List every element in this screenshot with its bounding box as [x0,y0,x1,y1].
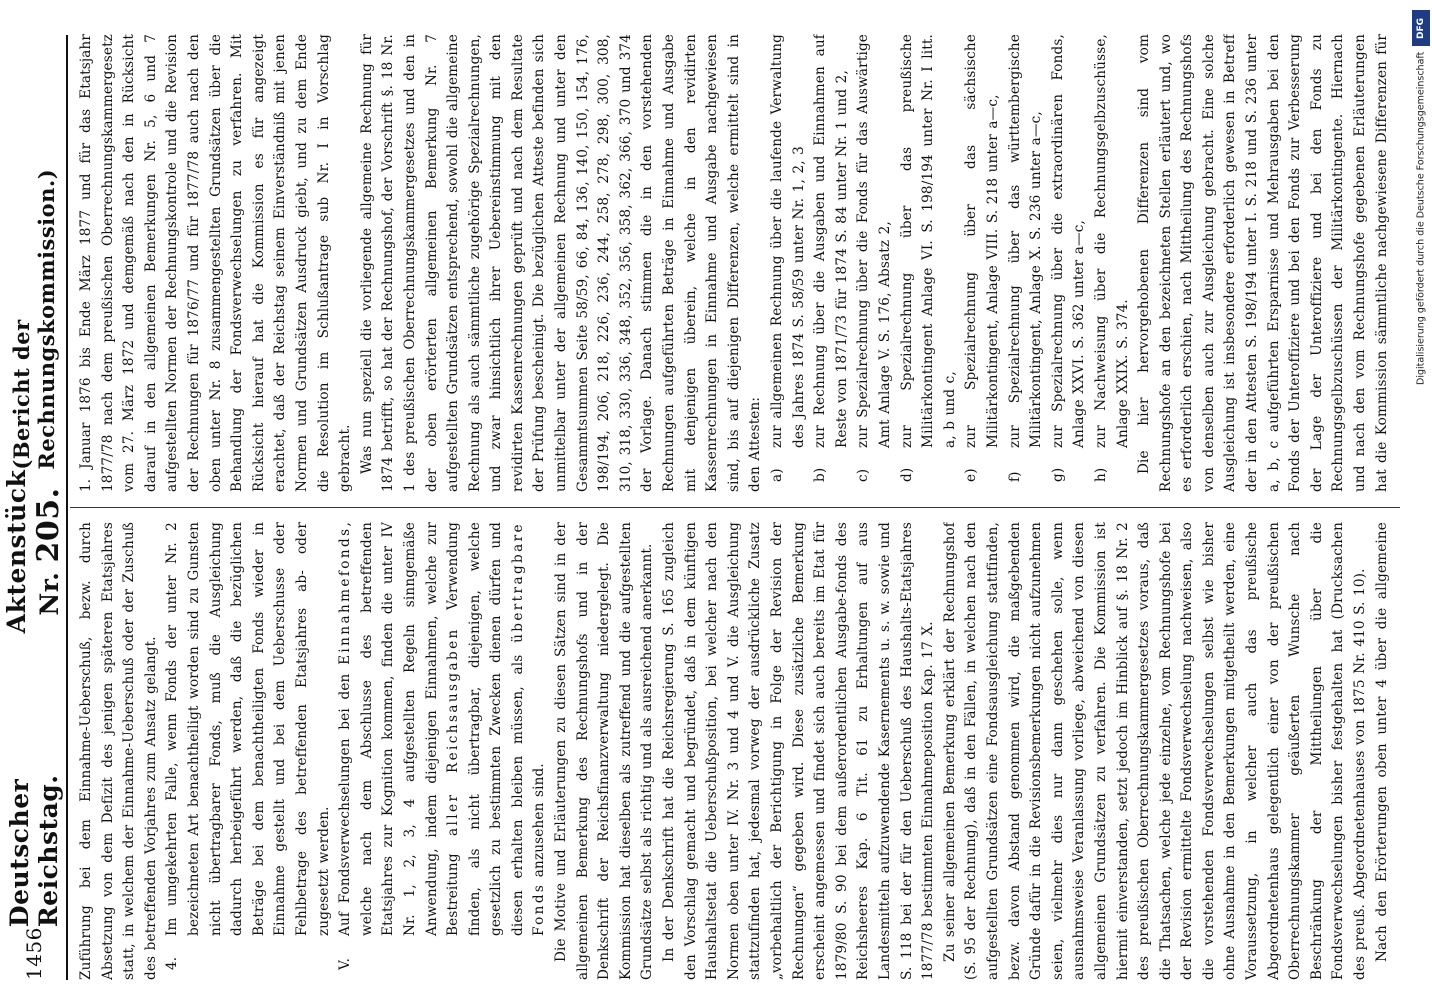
list-item-text: zur Nachweisung über die Rechnungsgelbzuschüsse, Anlage XXIX. S. 374. [1092,34,1131,448]
list-item [1048,34,1091,492]
emphasis-text: Einnahmefonds [337,526,354,665]
paragraph: Zu seiner allgemeinen Bemerkung erklärt der Rechnungshof (S. 95 der Rechnung), daß in den Fällen, in welchen nach den aufgestellten Grundsätzen eine Fondsausgleichung stattfinden, bezw. davon Abstand genommen wird, die maßgebenden Gründe dafür in die Revisionsbemerkungen nicht aufzunehmen seien, vielmehr dies nur dann geschehen solle, wenn ausnahmsweise Veranlassung vorliege, abweichend von diesen allgemeinen Grundsätzen zu verfahren. Die Kommission ist hiermit einverstanden, setzt jedoch im Hinblick auf §. 18 Nr. 2 des preußischen Oberrechnungskammergesetzes voraus, daß die Thatsachen, welche jede einzelne, vom Rechnungshofe bei der Revision ermittelte Fondsverwechselung nachweisen, also die vorstehenden Fondsverwechselungen selbst wie bisher ohne Ausnahme in den Bemerkungen mitgetheilt werden, eine Voraussetzung, in welcher auch das preußische Abgeordnetenhaus gelegentlich einer von der preußischen Oberrechnungskammer geäußerten Wunsche nach Beschränkung der Mittheilungen über die Fondsverwechselungen bisher festgehalten hat (Drucksachen des preuß. Abgeordnetenhauses von 1875 Nr. 410 S. 10). [941,522,1369,980]
list-item [853,34,896,492]
list-item [335,522,551,980]
left-column [76,522,1396,980]
list-item-label: g) [1049,467,1066,482]
text-run: Auf Fondsverwechselungen bei den [337,664,354,936]
list-item-label: h) [1092,467,1109,482]
paragraph: Die hier hervorgehobenen Differenzen sind vom Rechnungshofe an den bezeichneten Stellen erläutert und, wo es erforderlich erschien, nach Mittheilung des Rechnungshofs von denselben auch zur Ausgleichung gebracht. Eine solche Ausgleichung ist insbesondere erforderlich gewesen in Betreff der in den Attesten S. 198/194 unter I. S. 218 und S. 236 unter a, b, c aufgeführten Ersparnisse und Mehrausgaben bei den Fonds der Unteroffiziere und bei den Fonds zur Verbesserung der Lage der Unteroffiziere und bei den Fonds zu Rechnungsgelbzuschüssen der Militärkontingente. Hiernach und nach den vom Rechnungshofe gegebenen Erläuterungen hat die Kommission sämmtliche nachgewiesene Differenzen für [1136,34,1390,492]
document-label: Aktenstück Nr. [2,469,64,634]
list-item-label: d) [898,467,915,482]
list-item-text [335,522,551,936]
right-column [76,34,1396,492]
publication-title: Deutscher Reichstag. [5,774,63,928]
list-item-label: V. [337,957,354,970]
list-item-text: zur Spezialrechnung über die extraordinären Fonds, Anlage XXVI. S. 362 unter a—c, [1049,34,1088,448]
emphasis-text: aller Reichsausgaben [445,627,462,836]
list-item-text: zur Rechnung über die Ausgaben und Einnahmen auf Reste von 1871/73 für 1874 S. 84 unter Nr. 1 und 2, [812,34,850,448]
paragraph: Nach den Erörterungen oben unter 4 über die allgemeine [1373,522,1390,962]
column-divider [70,507,1400,508]
document-subtitle: (Bericht der Rechnungskommission.) [9,168,59,470]
text-run: Verwendung finden, als nicht übertragbar, diejenigen, welche gesetzlich zu bestimmten Zwecken dienen dürfen und diesen erhalten bleiben müssen, als [445,522,526,936]
paragraph: Die Motive und Erläuterungen zu diesen Sätzen sind in der allgemeinen Bemerkung des Rechnungshofs und in der Denkschrift der Reichsfinanzverwaltung niedergelegt. Die Kommission hat dieselben als zutreffend und die aufgestellten Grundsätze selbst als richtig und als ausreichend anerkannt. [553,522,656,980]
list-item-text: Im umgekehrten Falle, wenn Fonds der unter Nr. 2 bezeichneten Art benachtheiligt worden sind zu Gunsten nicht übertragbarer Fonds, muß die Ausgleichung dadurch herbeigeführt werden, daß die bezüglichen Beträge bei dem benachtheiligten Fonds wieder in Einnahme gestellt und bei dem Ueberschusse oder Fehlbetrage des betreffenden Etatsjahres ab- oder zugesetzt werden. [164,522,332,936]
list-item-label: e) [963,468,980,482]
list-item [1005,34,1048,492]
header-rule [66,35,68,980]
page-header [4,35,64,980]
list-item [961,34,1004,492]
list-item [767,34,810,492]
list-item-text: zur Spezialrechnung über das preußische Militärkontingent Anlage VI. S. 198/194 unter Nr. I litt. a, b und c, [898,34,958,448]
document-number: 205. [31,487,66,563]
list-item [1091,34,1134,492]
emphasis-text: übertragbare Fonds [509,522,548,936]
digitization-stamp [1410,4,1432,996]
text-run: , welche nach dem Abschlusse des betreffenden Etatsjahres zur Kognition kommen, finden die unter IV Nr. 1, 2, 3, 4 aufgestellten Regeln sinngemäße Anwendung, indem diejenigen Einnahmen, welche zur Bestreitung [337,522,462,936]
list-item [810,34,853,492]
digitization-credit: Digitalisierung gefördert durch die Deutsche Forschungsgemeinschaft [1415,52,1427,386]
paragraph: In der Denkschrift hat die Reichsregierung S. 165 zugleich den Vorschlag gemacht und begründet, daß in dem künftigen Haushaltsetat die Ueberschußposition, bei welcher nach den Normen oben unter IV. Nr. 3 und 4 und V. die Ausgleichung stattzufinden hat, jedesmal vorweg der ausdrückliche Zusatz „vorbehaltlich der Berichtigung in Folge der Revision der Rechnungen“ gegeben wird. Diese zusätzliche Bemerkung erscheint angemessen und findet sich auch bereits im Etat für 1879/80 S. 90 bei dem außerordentlichen Ausgabe-fonds des Reichsheeres Kap. 6 Tit. 61 zu Erhaltungen auf aus Landesmitteln aufzuwendende Kasernements u. s. w. sowie und S. 118 bei der für den Ueberschuß des Haushalts-Etatsjahres 1877/78 bestimmten Einnahmeposition Kap. 17 X. [661,522,937,980]
document-title [2,470,66,634]
list-item-label: f) [1006,471,1023,482]
list-item-label: 4. [164,956,181,970]
list-item-text: zur Spezialrechnung über die Fonds für das Auswärtige Amt Anlage V. S. 176, Absatz 2, [855,34,893,448]
dfg-logo: DFG [1412,10,1430,46]
list-item-text: zur Spezialrechnung über das württembergische Militärkontingent, Anlage X. S. 236 unter a—c, [1006,34,1045,448]
list-item [162,522,335,980]
page-number: 1456 [22,927,46,980]
text-run: anzusehen sind. [531,763,548,883]
paragraph: Zuführung bei dem Einnahme-Ueberschuß, bezw. durch Absetzung von dem Defizit des jenigen späteren Etatsjahres statt, in welchem der Einnahme-Ueberschuß oder der Zuschuß des betreffenden Vorjahres zum Ansatz gelangt. [78,522,159,980]
list-item-text: zur allgemeinen Rechnung über die laufende Verwaltung des Jahres 1874 S. 58/59 unter Nr. 1, 2, 3 [769,34,807,448]
list-item-label: b) [812,467,829,482]
list-item [897,34,962,492]
paragraph: 1. Januar 1876 bis Ende März 1877 und für das Etatsjahr 1877/78 nach dem preußischen Oberrechnungskammergesetz vom 27. März 1872 und demgemäß nach den in Rücksicht darauf in den allgemeinen Bemerkungen Nr. 5, 6 und 7 aufgestellten Normen der Rechnungskontrole und die Revision der Rechnungen für 1876/77 und für 1877/78 auch nach den oben unter Nr. 8 zusammengestellten Grundsätzen über die Behandlung der Fondsverwechselungen zu verfahren. Mit Rücksicht hierauf hat die Kommission es für angezeigt erachtet, daß der Reichstag seinem Einverständniß mit jenen Normen und Grundsätzen Ausdruck giebt, und zu dem Ende die Resolution im Schlußantrage sub Nr. I in Vorschlag gebracht. [78,34,354,492]
list-item-label: a) [769,468,785,482]
list-item-text: zur Spezialrechnung über das sächsische Militärkontingent, Anlage VIII. S. 218 unter a—c, [963,34,1001,448]
list-item-label: c) [855,468,872,482]
paragraph: Was nun speziell die vorliegende allgemeine Rechnung für 1874 betrifft, so hat der Rechnungshof, der Vorschrift §. 18 Nr. 1 des preußischen Oberrechnungskammergesetzes und den in der oben erörterten allgemeinen Bemerkung Nr. 7 aufgestellten Grundsätzen entsprechend, sowohl die allgemeine Rechnung als auch sämmtliche zugehörige Spezialrechnungen, und zwar hinsichtlich ihrer Uebereinstimmung mit den revidirten Kassenrechnungen geprüft und nach dem Resultate der Prüfung bescheinigt. Die bezüglichen Atteste befinden sich unmittelbar unter der allgemeinen Rechnung und unter den Gesammtsummen Seite 58/59, 66, 84, 136, 140, 150, 154, 176, 198/194, 206, 218, 226, 236, 244, 258, 278, 298, 300, 308, 310, 318, 330, 336, 348, 352, 356, 358, 362, 366, 370 und 374 der Vorlage. Danach stimmen die in den vorstehenden Rechnungen aufgeführten Beträge in Einnahme und Ausgabe mit denjenigen überein, welche in den revidirten Kassenrechnungen in Einnahme und Ausgabe nachgewiesen sind, bis auf diejenigen Differenzen, welche ermittelt sind in den Attesten: [358,34,764,492]
